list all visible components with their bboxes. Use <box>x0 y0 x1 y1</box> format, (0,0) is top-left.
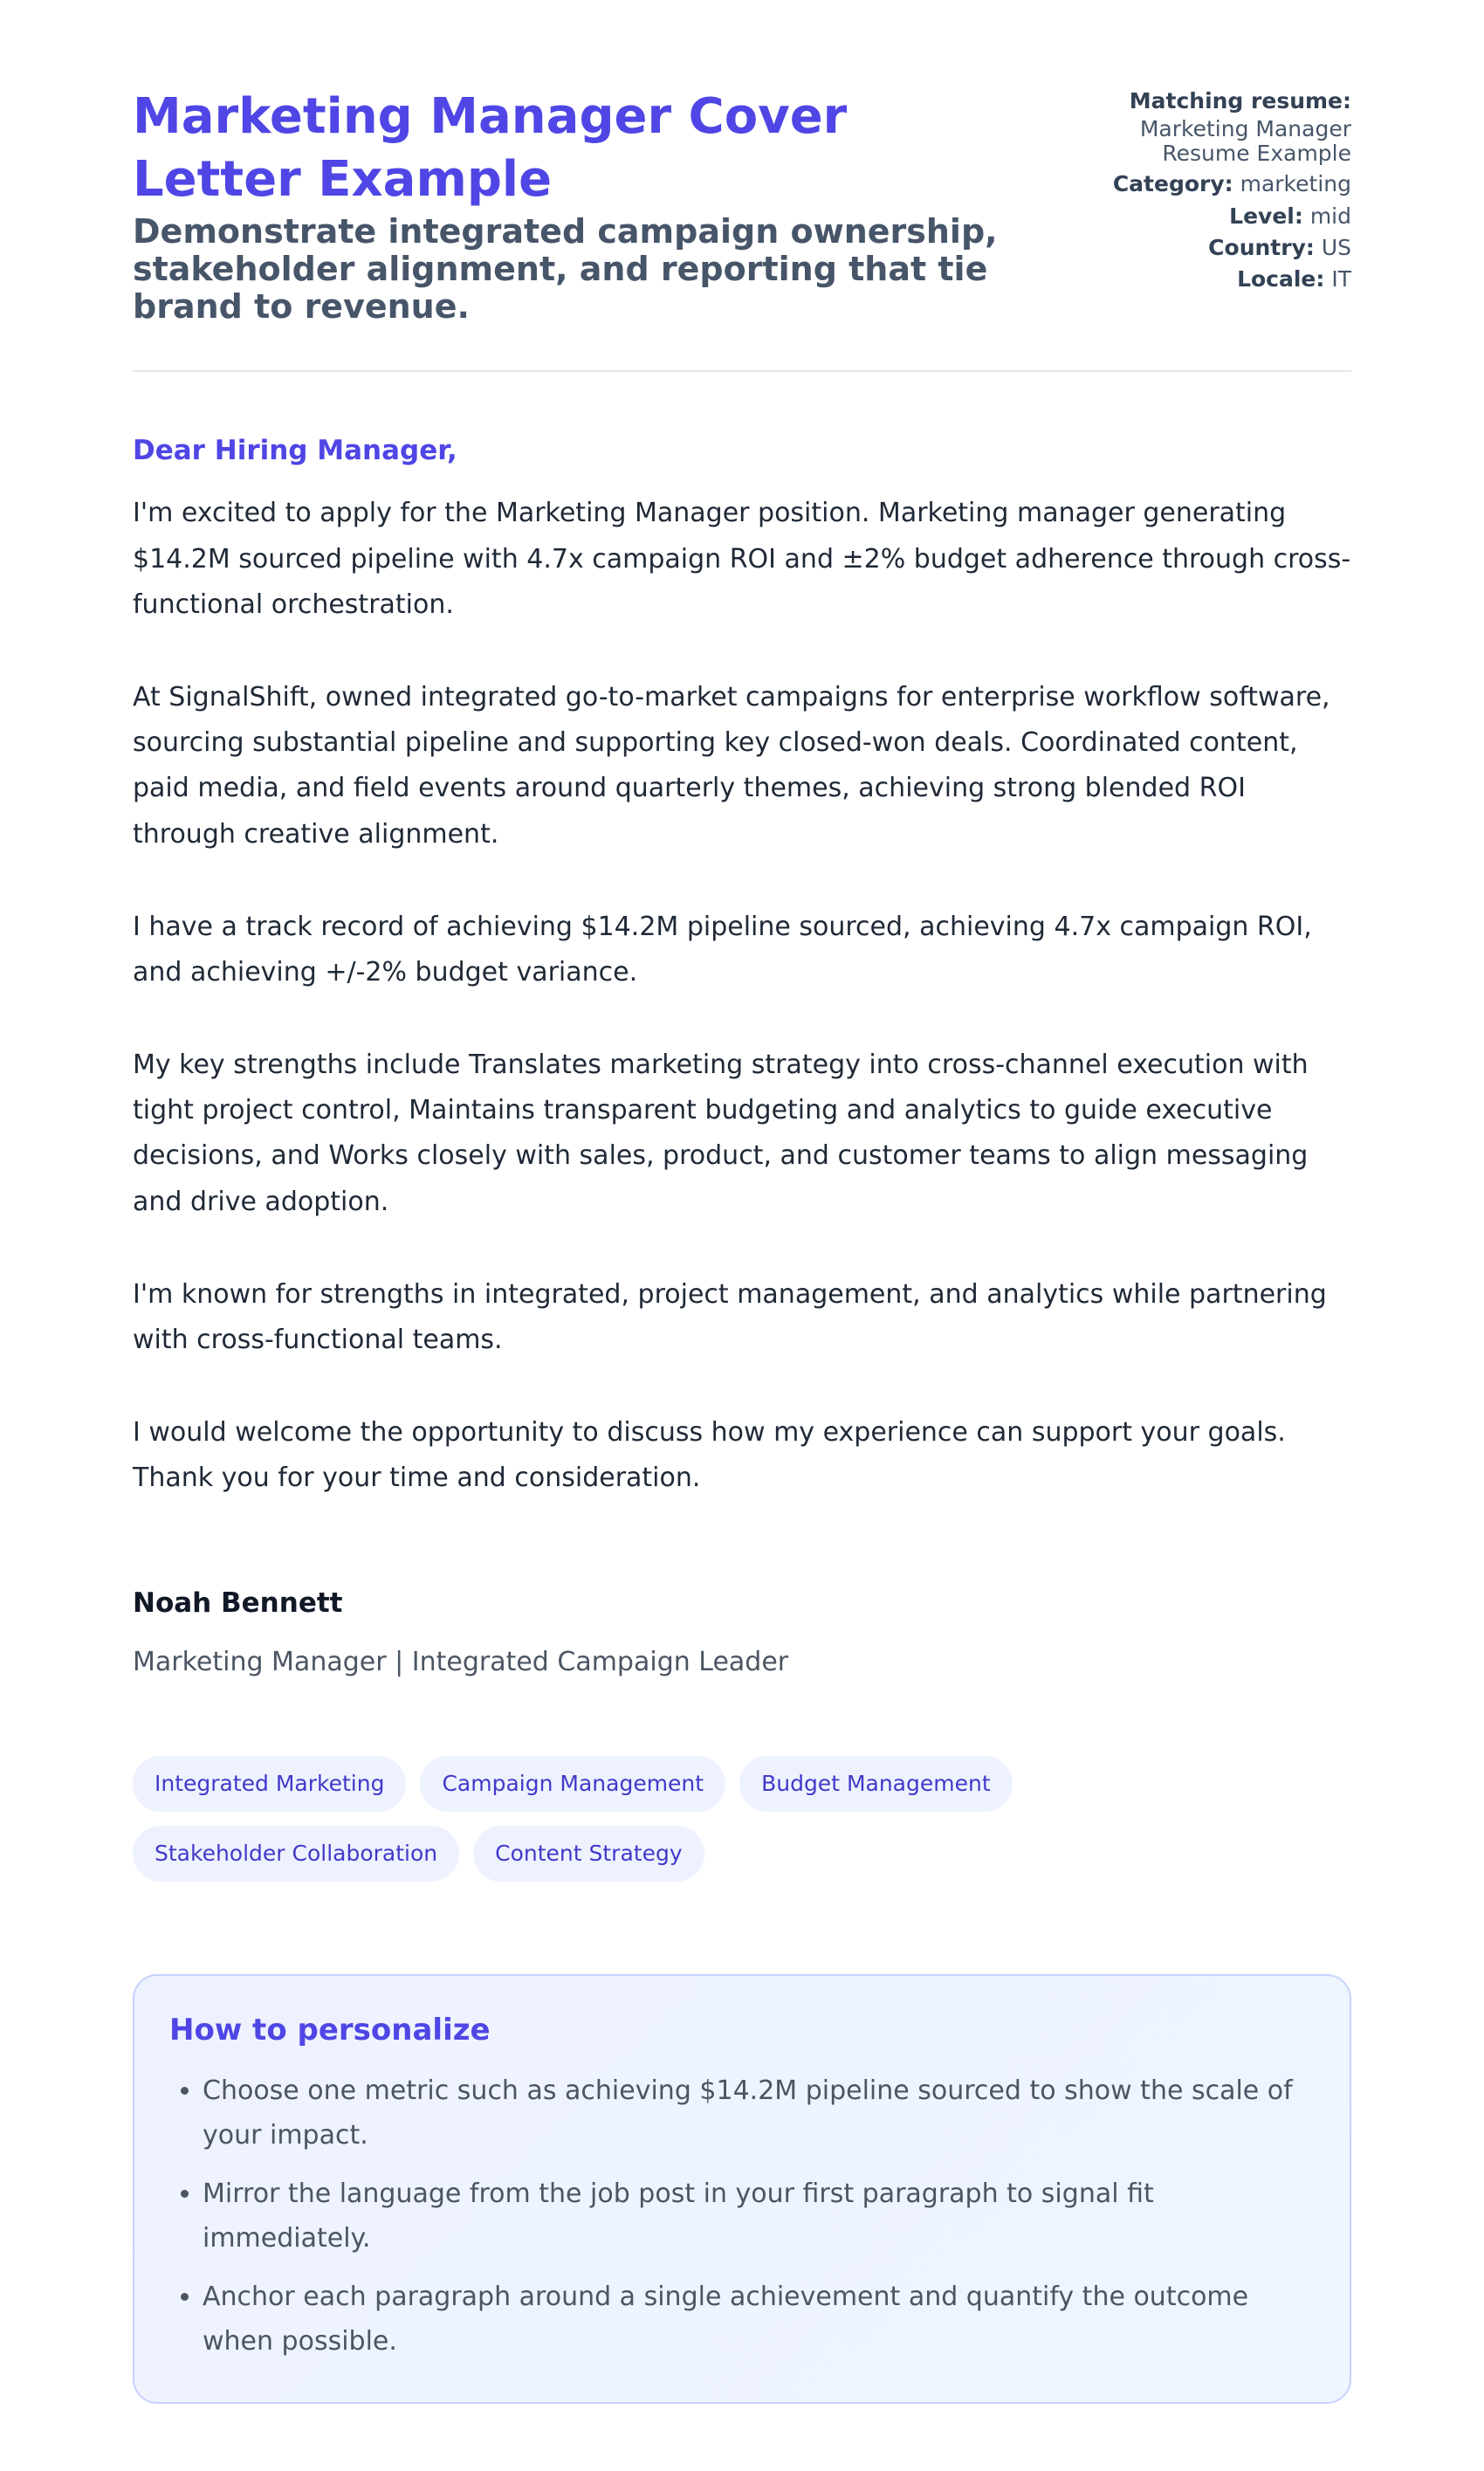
meta-category-value: marketing <box>1240 171 1351 197</box>
header-divider <box>133 370 1351 372</box>
meta-level <box>1089 201 1351 232</box>
meta-level-label: Level: <box>1229 203 1303 229</box>
signature-name: Noah Bennett <box>133 1587 343 1619</box>
meta-category <box>1089 169 1351 200</box>
tips-title: How to personalize <box>169 2012 491 2048</box>
meta-locale <box>1089 264 1351 295</box>
letter-paragraph: I would welcome the opportunity to discuss how my experience can support your goals. Thank you for your time and consideration. <box>133 1417 1286 1494</box>
page-title: Marketing Manager Cover Letter Example <box>133 88 848 209</box>
letter-paragraph: My key strengths include Translates marketing strategy into cross-channel execution with tight project control, Maintains transparent budgeting and analytics to guide executive decisions, and Works closely with sales, product, and customer teams to align messaging and drive adoption. <box>133 1050 1309 1217</box>
tips-list <box>169 2068 1315 2364</box>
meta-locale-value: IT <box>1331 266 1351 292</box>
skill-tags <box>133 1756 1351 1882</box>
page-subtitle: Demonstrate integrated campaign ownership, stakeholder alignment, and reporting that tie brand to revenue. <box>133 212 998 326</box>
salutation: Dear Hiring Manager, <box>133 435 457 467</box>
letter-body <box>133 491 1351 1501</box>
tips-item: • Choose one metric such as achieving $14.2M pipeline sourced to show the scale of your impact. <box>203 2068 1315 2158</box>
skill-tag: Integrated Marketing <box>133 1756 406 1812</box>
meta-level-value: mid <box>1309 203 1351 229</box>
personalize-tips-box <box>133 1974 1351 2404</box>
skill-tag: Stakeholder Collaboration <box>133 1826 459 1882</box>
tips-item: • Anchor each paragraph around a single achievement and quantify the outcome when possible. <box>203 2275 1315 2364</box>
meta-resume-label: Matching resume: <box>1129 88 1351 114</box>
letter-paragraph: I have a track record of achieving $14.2M pipeline sourced, achieving 4.7x campaign ROI, and achieving +/-2% budget variance. <box>133 911 1312 988</box>
meta-country-value: US <box>1321 234 1351 260</box>
meta-panel <box>1089 86 1351 295</box>
meta-locale-label: Locale: <box>1237 266 1325 292</box>
skill-tag: Budget Management <box>739 1756 1013 1812</box>
page-header <box>133 86 1351 325</box>
skill-tag: Content Strategy <box>473 1826 704 1882</box>
signature-block <box>133 1586 1351 1679</box>
meta-resume <box>1089 86 1351 165</box>
meta-country-label: Country: <box>1208 234 1315 260</box>
letter-paragraph: I'm excited to apply for the Marketing Manager position. Marketing manager generating $14.2M sourced pipeline with 4.7x campaign ROI and ±2% budget adherence through cross-functional orchestration. <box>133 498 1351 620</box>
skill-tag: Campaign Management <box>420 1756 725 1812</box>
letter-paragraph: At SignalShift, owned integrated go-to-market campaigns for enterprise workflow software, sourcing substantial pipeline and supporting key closed-won deals. Coordinated content, paid media, and field events around quarterly themes, achieving strong blended ROI through creative alignment. <box>133 681 1330 850</box>
title-block <box>133 86 1006 325</box>
tips-item: • Mirror the language from the job post in your first paragraph to signal fit immediately. <box>203 2172 1315 2261</box>
meta-category-label: Category: <box>1112 171 1233 197</box>
letter-paragraph: I'm known for strengths in integrated, project management, and analytics while partnering with cross-functional teams. <box>133 1278 1327 1356</box>
meta-resume-link[interactable]: Marketing Manager Resume Example <box>1139 116 1351 166</box>
signature-title: Marketing Manager | Integrated Campaign Leader <box>133 1646 789 1677</box>
meta-country <box>1089 232 1351 264</box>
